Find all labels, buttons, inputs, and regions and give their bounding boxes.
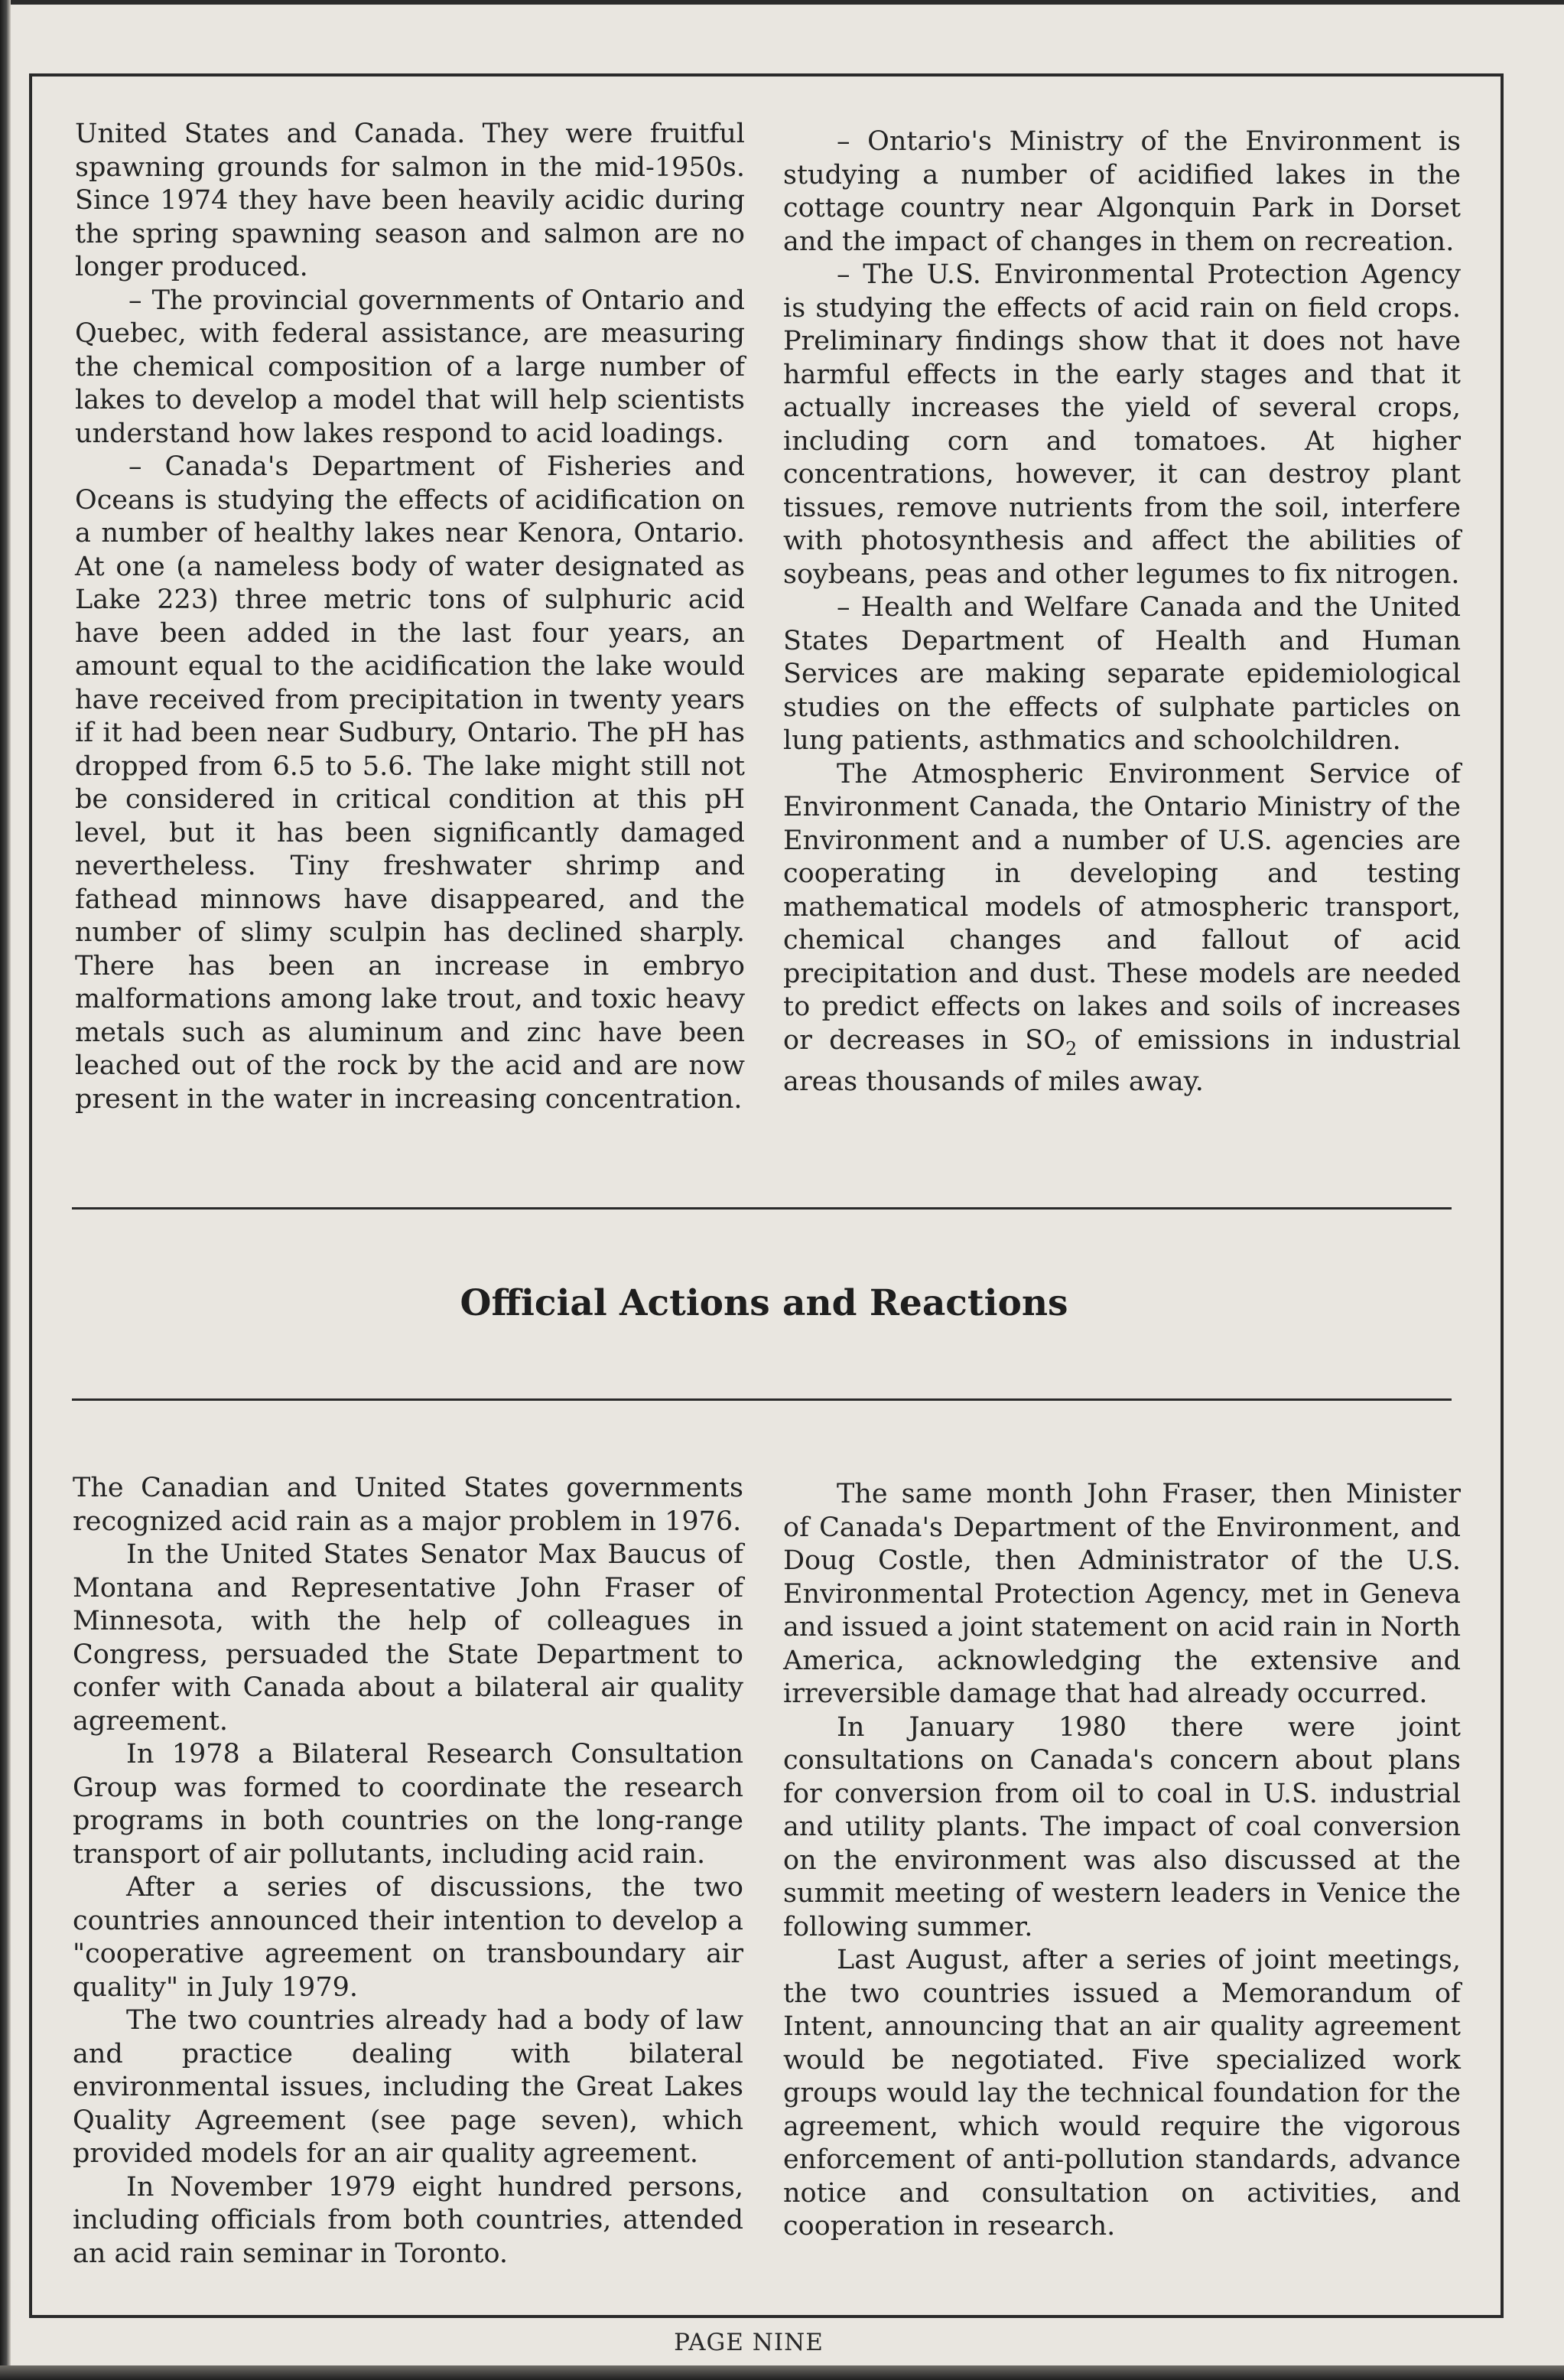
- paragraph: The two countries already had a body of law and practice dealing with bilateral environmental issues, including the Great Lakes Quality Agreement (see page seven), which provided models for an air quality agreement.: [73, 2005, 743, 2169]
- page-top-edge: [0, 0, 1564, 5]
- paragraph: – Health and Welfare Canada and the United States Department of Health and Human Services are making separate epidemiological studies on the effects of sulphate particles on lung patients, asthmatics and schoolchildren.: [783, 592, 1461, 756]
- paragraph: United States and Canada. They were fruitful spawning grounds for salmon in the mid-1950s. Since 1974 they have been heavily acidic during the spring spawning season and salmon are no longer produced.: [75, 119, 745, 282]
- paragraph: In November 1979 eight hundred persons, including officials from both countries, attended an acid rain seminar in Toronto.: [73, 2171, 743, 2269]
- paragraph: After a series of discussions, the two countries announced their intention to develop a "cooperative agreement on transboundary air quality" in July 1979.: [73, 1872, 743, 2003]
- paragraph: In the United States Senator Max Baucus of Montana and Representative John Fraser of Minnesota, with the help of colleagues in Congress, persuaded the State Department to confer with Canada about a bilateral air quality agreement.: [73, 1539, 743, 1737]
- binding-spine: [0, 0, 11, 2380]
- paragraph: In 1978 a Bilateral Research Consultation Group was formed to coordinate the research programs in both countries on the long-range transport of air pollutants, including acid rain.: [73, 1739, 743, 1870]
- paragraph: Last August, after a series of joint meetings, the two countries issued a Memorandum of Intent, announcing that an air quality agreement would be negotiated. Five specialized work groups would lay the technical foundation for the agreement, which would require the vigorous enforcement of anti-pollution standards, advance notice and consultation on activities, and cooperation in research.: [783, 1945, 1461, 2242]
- paragraph: – The provincial governments of Ontario and Quebec, with federal assistance, are measuring the chemical composition of a large number of lakes to develop a model that will help scientists understand how lakes respond to acid loadings.: [75, 285, 745, 449]
- paragraph: [783, 758, 1461, 1099]
- section-heading: Official Actions and Reactions: [460, 1282, 1068, 1324]
- paragraph: – The U.S. Environmental Protection Agency is studying the effects of acid rain on field crops. Preliminary findings show that it does not have harmful effects in the early stages and that it actually increases the yield of several crops, including corn and tomatoes. At higher concentrations, however, it can destroy plant tissues, remove nutrients from the soil, interfere with photosynthesis and affect the abilities of soybeans, peas and other legumes to fix nitrogen.: [783, 259, 1461, 590]
- paragraph: The Canadian and United States governments recognized acid rain as a major problem in 1976.: [73, 1473, 743, 1537]
- column-lower-right: [783, 1478, 1461, 2244]
- section-rule-bottom: [72, 1398, 1452, 1401]
- text-run: The Atmospheric Environment Service of Environment Canada, the Ontario Ministry of the Environment and a number of U.S. agencies are cooperating in developing and testing mathematical models of atmospheric transport, chemical changes and fallout of acid precipitation and dust. These models are needed to predict effects on lakes and soils of increases or decreases in SO: [783, 758, 1461, 1056]
- paragraph: – Canada's Department of Fisheries and Oceans is studying the effects of acidification on a number of healthy lakes near Kenora, Ontario. At one (a nameless body of water designated as Lake 223) three metric tons of sulphuric acid have been added in the last four years, an amount equal to the acidification the lake would have received from precipitation in twenty years if it had been near Sudbury, Ontario. The pH has dropped from 6.5 to 5.6. The lake might still not be considered in critical condition at this pH level, but it has been significantly damaged nevertheless. Tiny freshwater shrimp and fathead minnows have disappeared, and the number of slimy sculpin has declined sharply. There has been an increase in embryo malformations among lake trout, and toxic heavy metals such as aluminum and zinc have been leached out of the rock by the acid and are now present in the water in increasing concentration.: [75, 451, 745, 1115]
- column-lower-left: [73, 1472, 743, 2271]
- section-rule-top: [72, 1207, 1452, 1210]
- text-run: of emissions in industrial areas thousands of miles away.: [783, 1024, 1461, 1097]
- column-upper-right: [783, 125, 1461, 1099]
- column-upper-left: [75, 118, 745, 1116]
- paragraph: The same month John Fraser, then Minister of Canada's Department of the Environment, and Doug Costle, then Administrator of the U.S. Environmental Protection Agency, met in Geneva and issued a joint statement on acid rain in North America, acknowledging the extensive and irreversible damage that had already occurred.: [783, 1479, 1461, 1709]
- paragraph: In January 1980 there were joint consultations on Canada's concern about plans for conversion from oil to coal in U.S. industrial and utility plants. The impact of coal conversion on the environment was also discussed at the summit meeting of western leaders in Venice the following summer.: [783, 1711, 1461, 1942]
- page-bottom-edge: [0, 2365, 1564, 2380]
- paragraph: – Ontario's Ministry of the Environment is studying a number of acidified lakes in the cottage country near Algonquin Park in Dorset and the impact of changes in them on recreation.: [783, 126, 1461, 257]
- subscript: 2: [1065, 1037, 1078, 1060]
- page-number: PAGE NINE: [674, 2329, 824, 2356]
